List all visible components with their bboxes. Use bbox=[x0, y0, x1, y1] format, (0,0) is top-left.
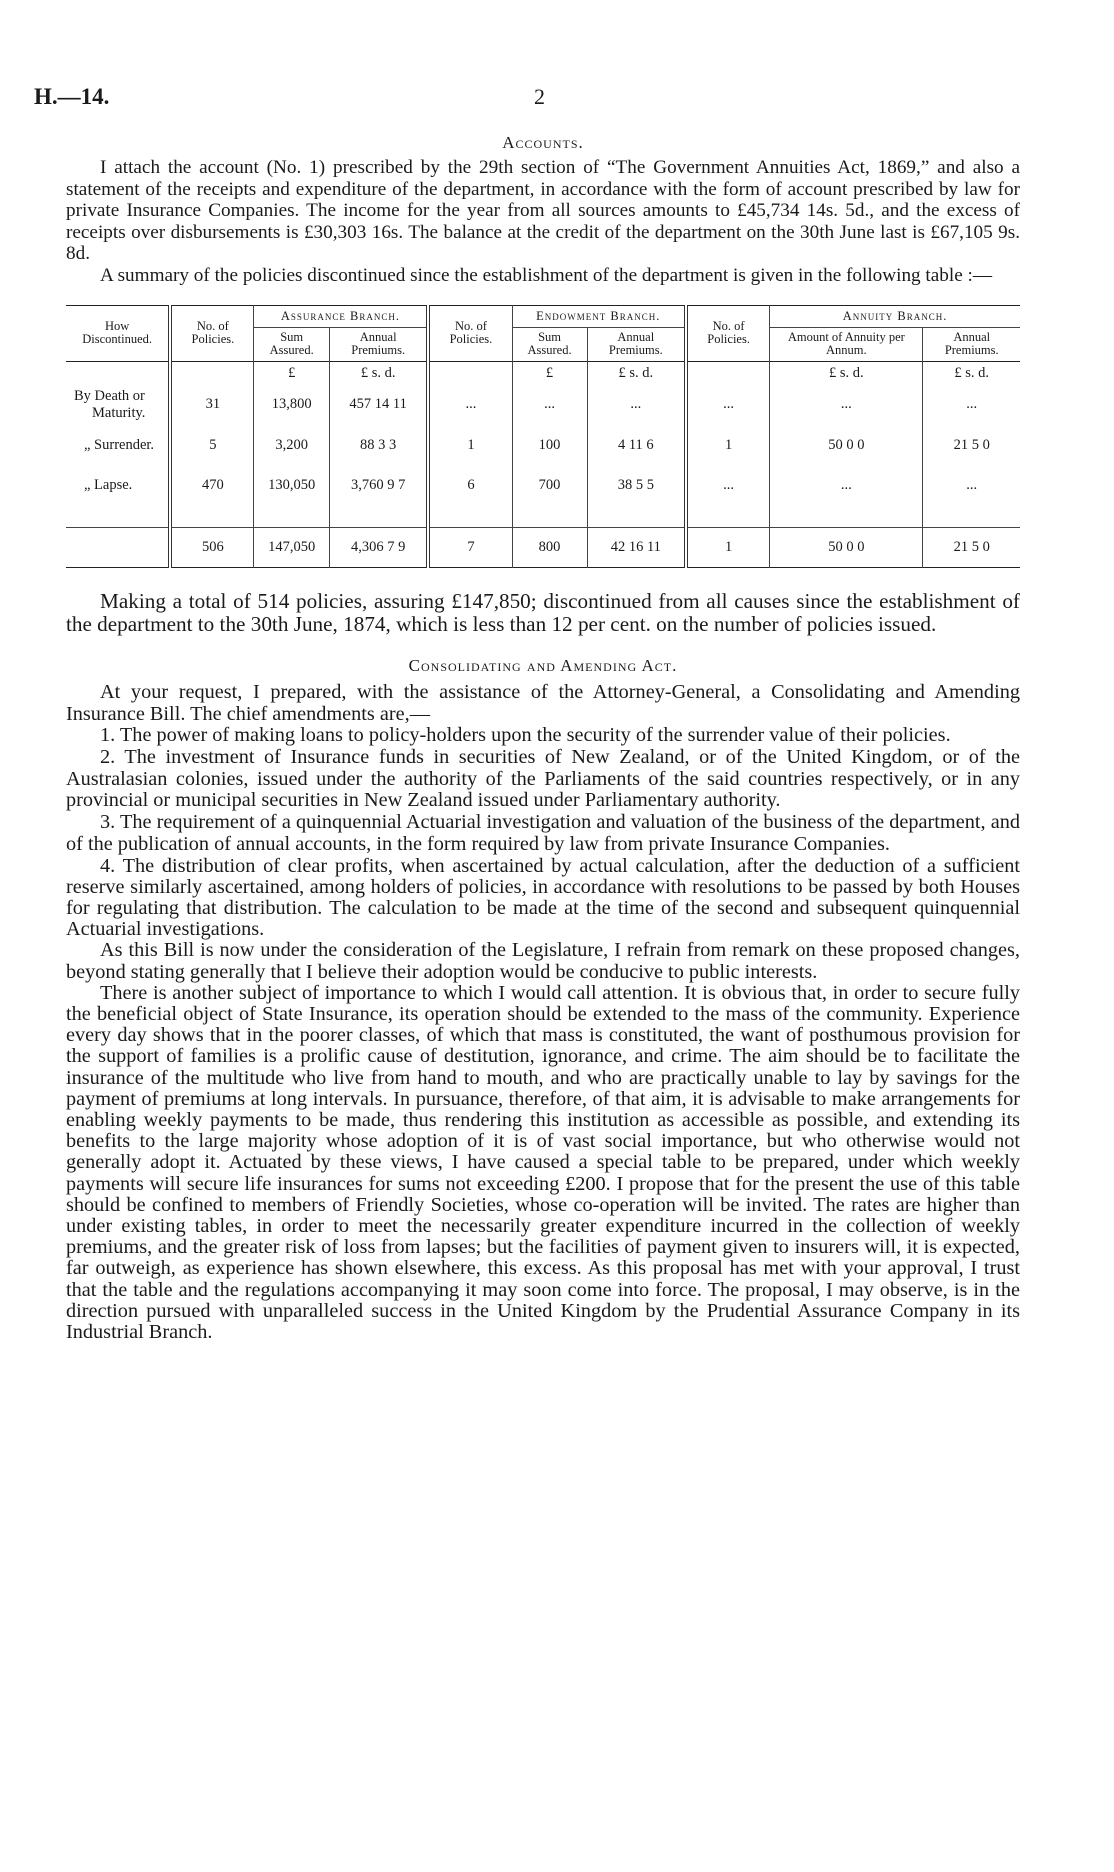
annuity-branch-heading: Annuity Branch. bbox=[842, 308, 948, 323]
cell: 88 3 3 bbox=[329, 425, 428, 467]
cell: ... bbox=[770, 385, 923, 425]
row-label: By Death or bbox=[74, 387, 145, 404]
cell: 4 11 6 bbox=[587, 425, 686, 467]
endowment-branch-heading: Endowment Branch. bbox=[512, 305, 686, 327]
cell: 5 bbox=[170, 425, 254, 467]
body-paragraph: 3. The requirement of a quinquennial Actuarial investigation and valuation of the business of the department, and of the publication of annual accounts, in the form required by law from private Insurance Companies. bbox=[66, 811, 1020, 855]
accounts-paragraph: A summary of the policies discontinued since the establishment of the department is given in the following table :— bbox=[100, 264, 993, 286]
cell: 21 5 0 bbox=[953, 437, 990, 454]
cell: 38 5 5 bbox=[587, 467, 686, 505]
cell: 147,050 bbox=[254, 527, 329, 567]
discontinued-policies-table bbox=[66, 305, 1020, 568]
cell: 7 bbox=[428, 527, 512, 567]
row-label: Maturity. bbox=[92, 404, 146, 421]
consolidating-heading: Consolidating and Amending Act. bbox=[408, 655, 678, 675]
units-row bbox=[66, 361, 1020, 385]
cell: 506 bbox=[170, 527, 254, 567]
table-row bbox=[66, 425, 1020, 467]
cell: 1 bbox=[686, 527, 770, 567]
total-summary-paragraph: Making a total of 514 policies, assuring £147,850; discontinued from all causes since the establishment of the department to the 30th June, 1874, which is less than 12 per cent. on the number of policies issued. bbox=[66, 588, 1020, 636]
col-endowment-sum: Sum Assured. bbox=[512, 327, 587, 361]
body-paragraph: There is another subject of importance to which I would call attention. It is obvious that, in order to secure fully the beneficial object of State Insurance, its operation should be extended to the mass of the community. Experience every day shows that in the poorer classes, of which that mass is constituted, the want of posthumous provision for the support of families is a prolific cause of destitution, ignorance, and crime. The aim should be to facilitate the insurance of the multitude who live from hand to mouth, and who are practically unable to lay by savings for the payment of premiums at long intervals. In pursuance, therefore, of that aim, it is advisable to make arrangements for enabling weekly payments to be made, thus rendering this institution as accessible as possible, and extending its benefits to the large majority whose adoption of it is of vast social importance, but who otherwise would not generally adopt it. Actuated by these views, I have caused a special table to be prepared, under which weekly payments will secure life insurances for sums not exceeding £200. I propose that for the present the use of this table should be confined to members of Friendly Societies, whose co-operation will be invited. The rates are higher than under existing tables, in order to meet the necessarily greater expenditure incurred in the collection of weekly premiums, and the greater risk of loss from lapses; but the facilities of payment given to insurers will, it is expected, far outweigh, as experience has shown elsewhere, this excess. As this proposal has met with your approval, I trust that the table and the regulations accompanying it may soon come into force. The proposal, I may observe, is in the direction pursued with unparalleled success in the United Kingdom by the Prudential Assurance Company in its Industrial Branch. bbox=[66, 981, 1020, 1344]
cell: 100 bbox=[512, 425, 587, 467]
cell: 1 bbox=[428, 425, 512, 467]
body-paragraph: 4. The distribution of clear profits, when ascertained by actual calculation, after the deduction of a sufficient reserve similarly ascertained, among holders of policies, in accordance with resolutions to be passed by both Houses for regulating that distribution. The calculation to be made at the time of the second and subsequent quinquennial Actuarial investigations. bbox=[66, 854, 1020, 941]
cell: ... bbox=[428, 385, 512, 425]
col-assurance-policies: No. of Policies. bbox=[170, 305, 254, 361]
col-annuity-premiums: Annual Premiums. bbox=[923, 327, 1020, 361]
cell: 42 16 11 bbox=[587, 527, 686, 567]
consolidating-section bbox=[66, 682, 1020, 856]
unit-psd: £ s. d. bbox=[587, 361, 686, 385]
assurance-branch-heading: Assurance Branch. bbox=[254, 305, 428, 327]
cell: 3,760 9 7 bbox=[329, 467, 428, 505]
cell: 50 0 0 bbox=[770, 425, 923, 467]
body-paragraph: 1. The power of making loans to policy-holders upon the security of the surrender value of their policies. bbox=[100, 724, 951, 747]
unit-pound: £ bbox=[254, 361, 329, 385]
cell: ... bbox=[966, 396, 978, 413]
table-row bbox=[66, 385, 1020, 425]
unit-pound: £ bbox=[512, 361, 587, 385]
cell: 50 0 0 bbox=[770, 527, 923, 567]
body-paragraph: As this Bill is now under the consideration of the Legislature, I refrain from remark on these proposed changes, beyond stating generally that I believe their adoption would be conducive to public interests. bbox=[66, 939, 1020, 983]
accounts-section bbox=[66, 157, 1020, 287]
col-endowment-premiums: Annual Premiums. bbox=[587, 327, 686, 361]
col-how-discontinued: How Discontinued. bbox=[66, 305, 170, 361]
unit-psd: £ s. d. bbox=[923, 361, 1020, 385]
accounts-heading: Accounts. bbox=[502, 133, 584, 152]
cell: ... bbox=[686, 385, 770, 425]
body-paragraph: At your request, I prepared, with the assistance of the Attorney-General, a Consolidating and Amending Insurance Bill. The chief amendments are,— bbox=[66, 680, 1020, 725]
cell: ... bbox=[770, 467, 923, 505]
consolidating-section-continued bbox=[66, 856, 1020, 1344]
body-paragraph: 2. The investment of Insurance funds in securities of New Zealand, or of the United Kingdom, or of the Australasian colonies, issued under the authority of the Parliaments of the said countries respectively, or in any provincial or municipal securities in New Zealand issued under Parliamentary authority. bbox=[66, 746, 1020, 812]
unit-psd: £ s. d. bbox=[329, 361, 428, 385]
row-label: „ Surrender. bbox=[66, 425, 170, 467]
page-content bbox=[66, 133, 1020, 1343]
page-reference: H.—14. bbox=[34, 84, 110, 109]
cell: 21 5 0 bbox=[923, 527, 1020, 567]
page-number: 2 bbox=[534, 84, 545, 109]
col-annuity-amount: Amount of Annuity per Annum. bbox=[770, 327, 923, 361]
cell: 457 14 11 bbox=[329, 385, 428, 425]
cell: 470 bbox=[170, 467, 254, 505]
cell: ... bbox=[512, 385, 587, 425]
cell: 6 bbox=[428, 467, 512, 505]
col-assurance-premiums: Annual Premiums. bbox=[329, 327, 428, 361]
cell: 13,800 bbox=[254, 385, 329, 425]
cell: 1 bbox=[686, 425, 770, 467]
cell: ... bbox=[587, 385, 686, 425]
page-header bbox=[34, 84, 1044, 114]
cell: 3,200 bbox=[254, 425, 329, 467]
cell: 700 bbox=[512, 467, 587, 505]
col-annuity-policies: No. of Policies. bbox=[686, 305, 770, 361]
col-endowment-policies: No. of Policies. bbox=[428, 305, 512, 361]
cell: 800 bbox=[512, 527, 587, 567]
unit-psd: £ s. d. bbox=[770, 361, 923, 385]
cell: ... bbox=[686, 467, 770, 505]
cell: 31 bbox=[170, 385, 254, 425]
col-assurance-sum: Sum Assured. bbox=[254, 327, 329, 361]
table-row bbox=[66, 467, 1020, 505]
totals-row bbox=[66, 527, 1020, 567]
row-label: „ Lapse. bbox=[66, 467, 170, 505]
cell: 130,050 bbox=[254, 467, 329, 505]
cell: ... bbox=[966, 477, 978, 494]
cell: 4,306 7 9 bbox=[329, 527, 428, 567]
accounts-paragraph: I attach the account (No. 1) prescribed by the 29th section of “The Government Annuities Act, 1869,” and also a statement of the receipts and expenditure of the department, in accordance with the form of account prescribed by law for private Insurance Companies. The income for the year from all sources amounts to £45,734 14s. 5d., and the excess of receipts over disbursements is £30,303 16s. The balance at the credit of the department on the 30th June last is £67,105 9s. 8d. bbox=[66, 157, 1020, 265]
